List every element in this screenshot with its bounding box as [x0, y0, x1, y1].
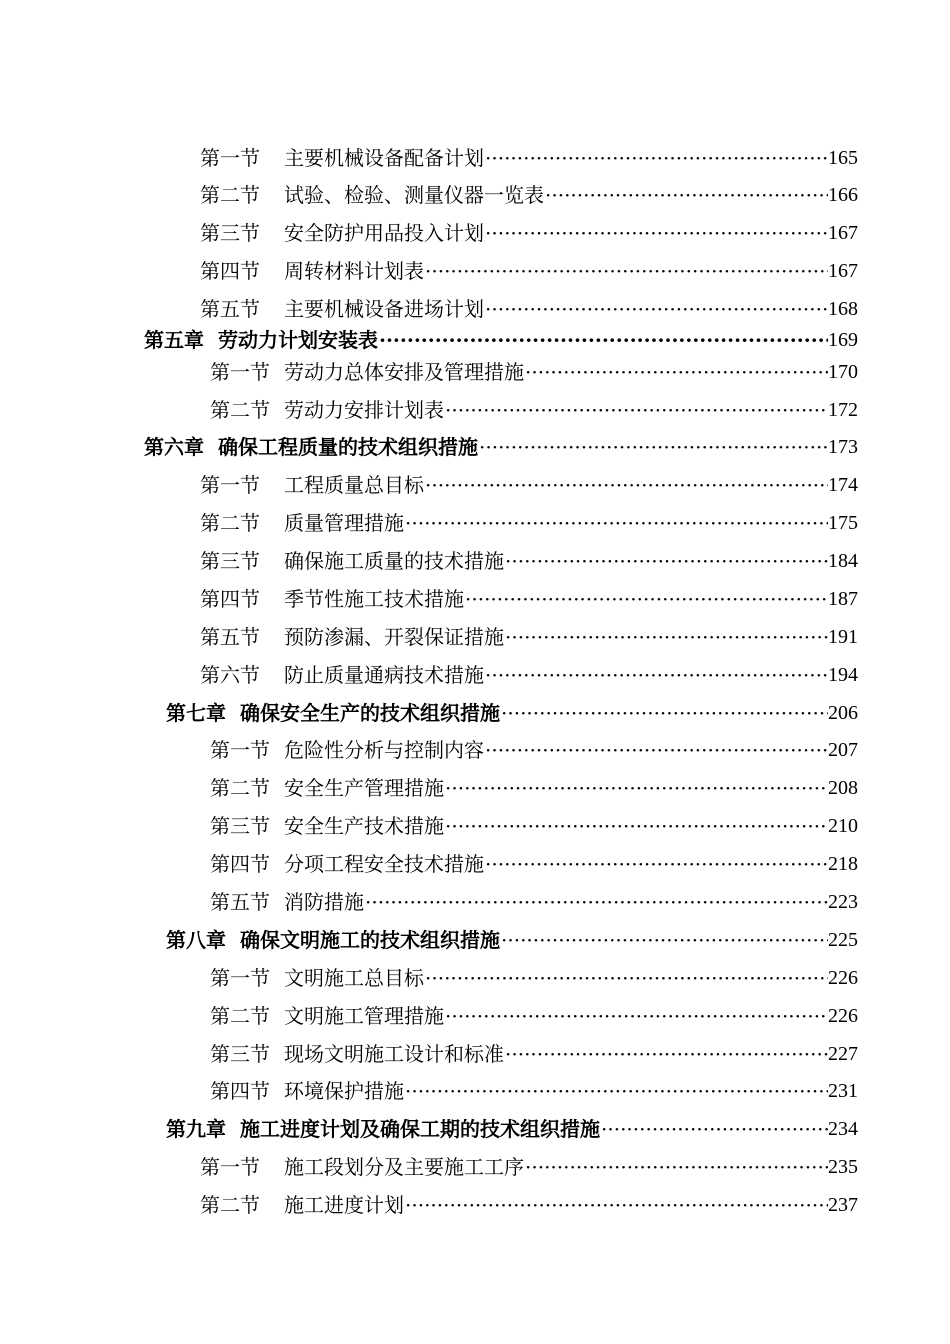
toc-leader-dots	[501, 701, 828, 725]
toc-leader-dots	[425, 473, 828, 497]
toc-entry-page: 235	[828, 1156, 858, 1178]
toc-entry-title: 确保施工质量的技术措施	[284, 549, 504, 573]
toc-leader-dots	[505, 625, 828, 649]
toc-leader-dots	[445, 1004, 828, 1028]
toc-entry-number: 第三节	[200, 221, 260, 245]
toc-entry-number: 第二节	[200, 1193, 260, 1217]
toc-entry[interactable]	[200, 253, 858, 283]
toc-entry[interactable]	[210, 808, 858, 838]
toc-chapter-title: 施工进度计划及确保工期的技术组织措施	[240, 1117, 600, 1141]
toc-leader-dots	[485, 221, 828, 245]
toc-entry-title: 消防措施	[284, 890, 364, 914]
toc-entry-number: 第二节	[210, 1004, 270, 1028]
toc-entry-number: 第四节	[200, 587, 260, 611]
toc-entry-page: 226	[828, 967, 858, 989]
toc-entry-title: 劳动力安排计划表	[284, 398, 444, 422]
toc-entry[interactable]	[210, 1036, 858, 1066]
toc-entry-number: 第三节	[210, 814, 270, 838]
toc-entry[interactable]	[210, 770, 858, 800]
toc-entry[interactable]	[210, 960, 858, 990]
toc-leader-dots	[485, 146, 828, 170]
toc-entry-page: 187	[828, 588, 858, 610]
toc-leader-dots	[425, 966, 828, 990]
toc-entry[interactable]	[200, 1149, 858, 1179]
toc-entry-title: 质量管理措施	[284, 511, 404, 535]
toc-entry-number: 第四节	[210, 852, 270, 876]
toc-chapter-title: 劳动力计划安装表	[218, 328, 378, 352]
toc-chapter-entry[interactable]	[166, 922, 858, 952]
toc-leader-dots	[485, 663, 828, 687]
toc-entry-page: 237	[828, 1194, 858, 1216]
toc-entry-number: 第一节	[210, 360, 270, 384]
toc-chapter-entry[interactable]	[144, 322, 858, 352]
toc-leader-dots	[485, 852, 828, 876]
toc-leader-dots	[445, 776, 828, 800]
toc-entry-title: 分项工程安全技术措施	[284, 852, 484, 876]
toc-entry-page: 234	[828, 1118, 858, 1140]
toc-chapter-number: 第九章	[166, 1117, 226, 1141]
toc-entry-number: 第二节	[200, 511, 260, 535]
toc-entry-number: 第一节	[200, 146, 260, 170]
toc-leader-dots	[505, 549, 828, 573]
toc-entry-page: 206	[828, 702, 858, 724]
toc-leader-dots	[479, 435, 828, 459]
toc-leader-dots	[601, 1117, 828, 1141]
toc-leader-dots	[405, 1079, 828, 1103]
toc-entry-number: 第五节	[200, 625, 260, 649]
toc-chapter-title: 确保安全生产的技术组织措施	[240, 701, 500, 725]
toc-entry-page: 167	[828, 260, 858, 282]
toc-leader-dots	[405, 511, 828, 535]
toc-entry-page: 166	[828, 184, 858, 206]
toc-entry-page: 173	[828, 436, 858, 458]
toc-entry-title: 主要机械设备配备计划	[284, 146, 484, 170]
toc-leader-dots	[485, 297, 828, 321]
toc-entry-number: 第五节	[210, 890, 270, 914]
toc-entry-title: 现场文明施工设计和标准	[284, 1042, 504, 1066]
toc-entry-page: 169	[828, 329, 858, 351]
toc-entry[interactable]	[200, 215, 858, 245]
toc-entry-number: 第一节	[210, 738, 270, 762]
toc-entry-number: 第二节	[210, 776, 270, 800]
toc-entry-page: 191	[828, 626, 858, 648]
toc-leader-dots	[465, 587, 828, 611]
toc-entry-title: 防止质量通病技术措施	[284, 663, 484, 687]
toc-entry-title: 施工段划分及主要施工工序	[284, 1155, 524, 1179]
toc-entry-title: 季节性施工技术措施	[284, 587, 464, 611]
toc-entry[interactable]	[200, 543, 858, 573]
toc-entry-number: 第一节	[200, 1155, 260, 1179]
toc-leader-dots	[365, 890, 828, 914]
toc-entry[interactable]	[210, 846, 858, 876]
toc-leader-dots	[505, 1042, 828, 1066]
toc-entry[interactable]	[200, 467, 858, 497]
toc-entry[interactable]	[200, 291, 858, 321]
toc-leader-dots	[379, 328, 828, 352]
toc-leader-dots	[525, 1155, 828, 1179]
toc-entry-page: 227	[828, 1043, 858, 1065]
toc-chapter-number: 第八章	[166, 928, 226, 952]
toc-entry-page: 194	[828, 664, 858, 686]
toc-entry[interactable]	[200, 581, 858, 611]
toc-entry-title: 工程质量总目标	[284, 473, 424, 497]
toc-leader-dots	[445, 814, 828, 838]
toc-entry-page: 168	[828, 298, 858, 320]
toc-entry-title: 试验、检验、测量仪器一览表	[284, 183, 544, 207]
toc-entry-title: 主要机械设备进场计划	[284, 297, 484, 321]
toc-entry[interactable]	[210, 354, 858, 384]
toc-leader-dots	[501, 928, 828, 952]
toc-chapter-entry[interactable]	[144, 429, 858, 459]
toc-entry-page: 184	[828, 550, 858, 572]
toc-leader-dots	[485, 738, 828, 762]
toc-entry-page: 175	[828, 512, 858, 534]
toc-entry-number: 第三节	[200, 549, 260, 573]
toc-entry-number: 第一节	[200, 473, 260, 497]
toc-entry-title: 施工进度计划	[284, 1193, 404, 1217]
toc-entry-number: 第一节	[210, 966, 270, 990]
toc-entry-title: 安全生产技术措施	[284, 814, 444, 838]
toc-entry-title: 周转材料计划表	[284, 259, 424, 283]
toc-entry-number: 第四节	[210, 1079, 270, 1103]
toc-leader-dots	[525, 360, 828, 384]
toc-entry[interactable]	[200, 619, 858, 649]
toc-chapter-entry[interactable]	[166, 1111, 858, 1141]
toc-entry[interactable]	[200, 140, 858, 170]
toc-entry-title: 文明施工管理措施	[284, 1004, 444, 1028]
toc-entry-page: 231	[828, 1080, 858, 1102]
toc-entry-page: 174	[828, 474, 858, 496]
toc-entry-number: 第三节	[210, 1042, 270, 1066]
toc-entry-page: 226	[828, 1005, 858, 1027]
toc-entry-title: 文明施工总目标	[284, 966, 424, 990]
toc-entry-page: 210	[828, 815, 858, 837]
toc-chapter-title: 确保工程质量的技术组织措施	[218, 435, 478, 459]
toc-leader-dots	[405, 1193, 828, 1217]
toc-entry[interactable]	[200, 177, 858, 207]
toc-chapter-title: 确保文明施工的技术组织措施	[240, 928, 500, 952]
toc-leader-dots	[425, 259, 828, 283]
toc-entry-title: 危险性分析与控制内容	[284, 738, 484, 762]
toc-leader-dots	[545, 183, 828, 207]
toc-entry-number: 第二节	[200, 183, 260, 207]
toc-entry-title: 预防渗漏、开裂保证措施	[284, 625, 504, 649]
toc-entry-number: 第二节	[210, 398, 270, 422]
toc-entry-number: 第四节	[200, 259, 260, 283]
toc-leader-dots	[445, 398, 828, 422]
toc-entry-title: 环境保护措施	[284, 1079, 404, 1103]
toc-chapter-number: 第六章	[144, 435, 204, 459]
toc-entry[interactable]	[210, 1073, 858, 1103]
toc-entry-number: 第六节	[200, 663, 260, 687]
toc-entry-title: 劳动力总体安排及管理措施	[284, 360, 524, 384]
toc-entry[interactable]	[200, 657, 858, 687]
toc-entry-page: 218	[828, 853, 858, 875]
toc-entry-page: 167	[828, 222, 858, 244]
toc-entry-page: 170	[828, 361, 858, 383]
toc-entry-page: 172	[828, 399, 858, 421]
toc-entry-page: 208	[828, 777, 858, 799]
toc-entry[interactable]	[210, 884, 858, 914]
toc-chapter-entry[interactable]	[166, 695, 858, 725]
toc-entry-page: 207	[828, 739, 858, 761]
toc-entry[interactable]	[200, 1187, 858, 1217]
toc-entry[interactable]	[210, 732, 858, 762]
toc-entry-number: 第五节	[200, 297, 260, 321]
toc-entry-page: 165	[828, 147, 858, 169]
toc-entry-page: 225	[828, 929, 858, 951]
toc-entry[interactable]	[200, 505, 858, 535]
toc-chapter-number: 第五章	[144, 328, 204, 352]
toc-entry-title: 安全生产管理措施	[284, 776, 444, 800]
toc-entry-page: 223	[828, 891, 858, 913]
toc-entry[interactable]	[210, 998, 858, 1028]
toc-entry-title: 安全防护用品投入计划	[284, 221, 484, 245]
toc-entry[interactable]	[210, 392, 858, 422]
toc-chapter-number: 第七章	[166, 701, 226, 725]
